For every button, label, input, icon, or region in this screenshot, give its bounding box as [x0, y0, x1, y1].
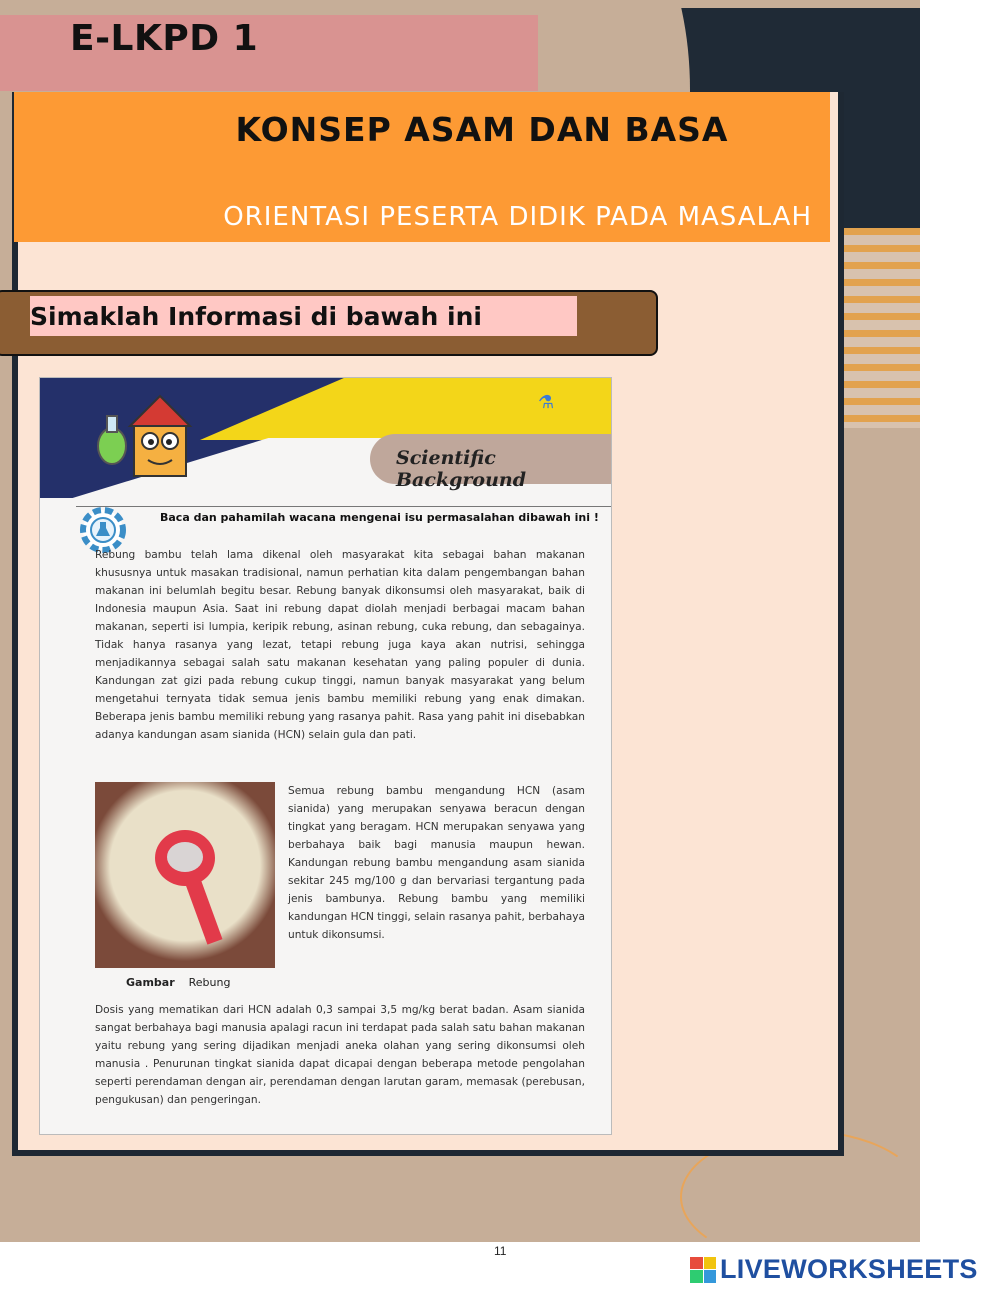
heading-banner — [14, 92, 830, 242]
liveworksheets-grid-icon — [690, 1257, 716, 1283]
reading-document — [40, 378, 611, 1134]
bamboo-shoot-photo — [95, 782, 275, 968]
paragraph-3: Dosis yang mematikan dari HCN adalah 0,3 sampai 3,5 mg/kg berat badan. Asam sianida sangat berbahaya bagi manusia apalagi racun ini terdapat pada salah satu bahan makanan yaitu rebung yang sering dijadikan menjadi aneka olahan yang sering dikonsumsi oleh manusia . Penurunan tingkat sianida dapat dicapai dengan beberapa metode pengolahan seperti perendaman dengan air, perendaman dengan larutan garam, memasak (perebusan, pengukusan) dan pengeringan. — [95, 1004, 585, 1106]
main-heading: KONSEP ASAM DAN BASA — [235, 110, 729, 149]
cup-handle — [184, 873, 223, 944]
brand-name: LIVEWORKSHEETS — [720, 1254, 978, 1284]
caption-label: Gambar — [126, 976, 175, 989]
caption-text: Rebung — [188, 976, 231, 989]
reading-instruction: Baca dan pahamilah wacana mengenai isu permasalahan dibawah ini ! — [160, 511, 599, 524]
divider — [76, 506, 611, 507]
banner-title: Scientific Background — [396, 447, 526, 491]
stripe-decoration — [836, 228, 920, 428]
liveworksheets-logo[interactable] — [690, 1254, 978, 1285]
sub-heading: ORIENTASI PESERTA DIDIK PADA MASALAH — [223, 202, 812, 232]
paragraph-1: Rebung bambu telah lama dikenal oleh masyarakat kita sebagai bahan makanan khususnya untuk masakan tradisional, namun perhatian kita dalam pengembangan bahan makanan ini belumlah begitu besar. Rebung banyak dikonsumsi oleh masyarakat, baik di Indonesia maupun Asia. Saat ini rebung dapat diolah menjadi berbagai macam bahan makanan, seperti isi lumpia, keripik rebung, asinan rebung, cuka rebung, dan sebagainya. Tidak hanya rasanya yang lezat, tetapi rebung juga kaya akan nutrisi, sehingga menjadikannya sebagai salah satu makanan kesehatan yang paling populer di dunia. Kandungan zat gizi pada rebung cukup tinggi, namun banyak masyarakat yang belum mengetahui ternyata tidak semua jenis bambu memiliki rebung yang enak dimakan. Beberapa jenis bambu memiliki rebung yang rasanya pahit. Rasa yang pahit ini disebabkan adanya kandungan asam sianida (HCN) selain gula dan pati. — [95, 549, 585, 741]
house-mascot-icon — [90, 386, 210, 486]
worksheet-title: E-LKPD 1 — [70, 18, 259, 59]
lab-equipment-icon: ⚗ — [538, 392, 555, 413]
page-number: 11 — [494, 1244, 507, 1258]
paragraph-2: Semua rebung bambu mengandung HCN (asam sianida) yang merupakan senyawa beracun dengan tingkat yang beragam. HCN merupakan senyawa yang berbahaya baik bagi manusia maupun hewan. Kandungan rebung bambu mengandung asam sianida sekitar 245 mg/100 g dan bervariasi tergantung pada jenis bambunya. Rebung bambu yang memiliki kandungan HCN tinggi, selain rasanya pahit, berbahaya untuk dikonsumsi. — [288, 785, 585, 941]
photo-caption — [126, 976, 230, 989]
section-label: Simaklah Informasi di bawah ini — [30, 302, 482, 331]
